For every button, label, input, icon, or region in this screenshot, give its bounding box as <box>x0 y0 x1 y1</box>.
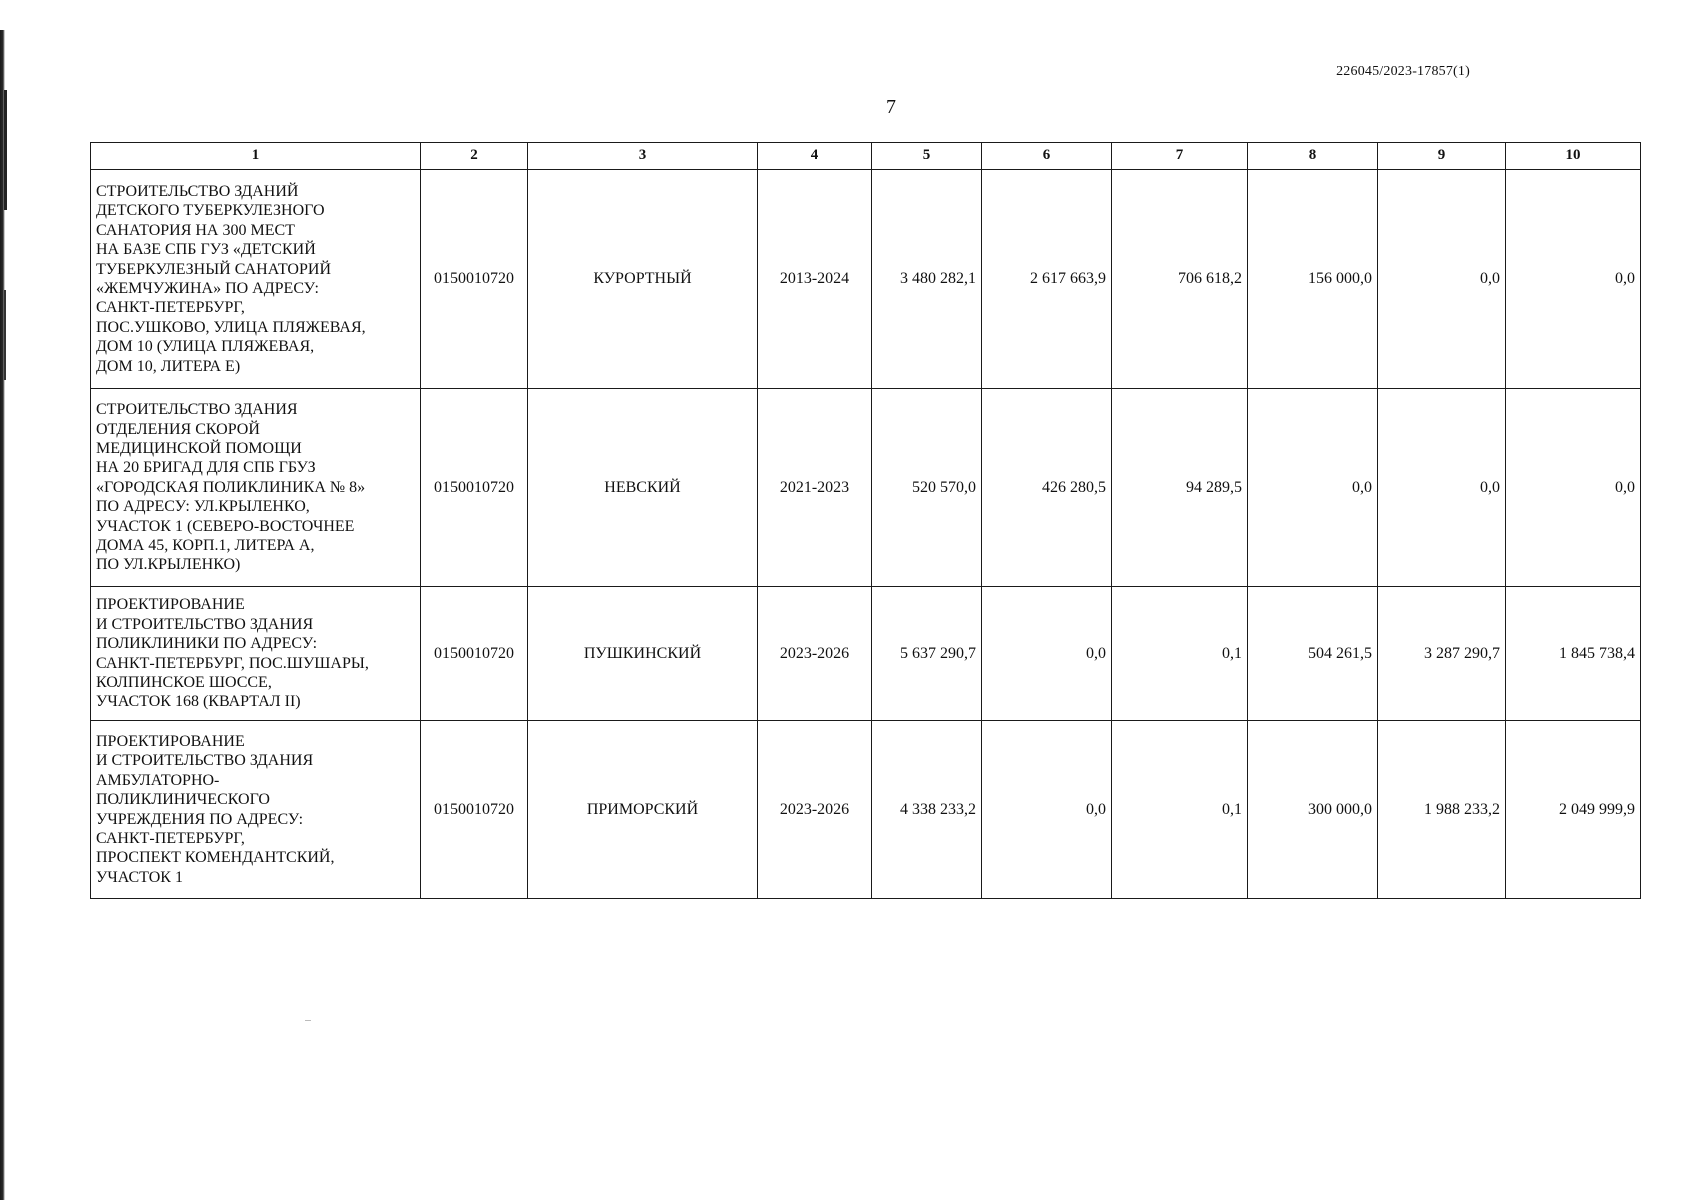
total-cost-cell: 4 338 233,2 <box>872 721 982 899</box>
column-header: 3 <box>528 143 758 170</box>
column-header: 1 <box>91 143 421 170</box>
amount-cell: 504 261,5 <box>1248 587 1378 721</box>
column-header: 10 <box>1506 143 1641 170</box>
amount-cell: 426 280,5 <box>982 389 1112 587</box>
amount-cell: 0,0 <box>1506 389 1641 587</box>
table-row <box>91 389 1641 587</box>
object-name-cell: ПРОЕКТИРОВАНИЕ И СТРОИТЕЛЬСТВО ЗДАНИЯ АМБУЛАТОРНО- ПОЛИКЛИНИЧЕСКОГО УЧРЕЖДЕНИЯ ПО АДРЕСУ: САНКТ-ПЕТЕРБУРГ, ПРОСПЕКТ КОМЕНДАНТСКИЙ, УЧАСТОК 1 <box>91 721 421 899</box>
amount-cell: 0,0 <box>1378 170 1506 389</box>
district-cell: ПРИМОРСКИЙ <box>528 721 758 899</box>
column-header: 8 <box>1248 143 1378 170</box>
amount-cell: 0,0 <box>982 721 1112 899</box>
object-name-cell: СТРОИТЕЛЬСТВО ЗДАНИЯ ОТДЕЛЕНИЯ СКОРОЙ МЕДИЦИНСКОЙ ПОМОЩИ НА 20 БРИГАД ДЛЯ СПБ ГБУЗ «ГОРОДСКАЯ ПОЛИКЛИНИКА № 8» ПО АДРЕСУ: УЛ.КРЫЛЕНКО, УЧАСТОК 1 (СЕВЕРО-ВОСТОЧНЕЕ ДОМА 45, КОРП.1, ЛИТЕРА А, ПО УЛ.КРЫЛЕНКО) <box>91 389 421 587</box>
table-row <box>91 170 1641 389</box>
budget-code-cell: 0150010720 <box>421 389 528 587</box>
column-header: 5 <box>872 143 982 170</box>
period-cell: 2023-2026 <box>758 587 872 721</box>
table-row <box>91 721 1641 899</box>
period-cell: 2023-2026 <box>758 721 872 899</box>
page-number: 7 <box>886 96 896 118</box>
total-cost-cell: 3 480 282,1 <box>872 170 982 389</box>
budget-code-cell: 0150010720 <box>421 587 528 721</box>
column-header: 6 <box>982 143 1112 170</box>
construction-budget-table <box>90 142 1641 899</box>
object-name-cell: СТРОИТЕЛЬСТВО ЗДАНИЙ ДЕТСКОГО ТУБЕРКУЛЕЗНОГО САНАТОРИЯ НА 300 МЕСТ НА БАЗЕ СПБ ГУЗ «ДЕТСКИЙ ТУБЕРКУЛЕЗНЫЙ САНАТОРИЙ «ЖЕМЧУЖИНА» ПО АДРЕСУ: САНКТ-ПЕТЕРБУРГ, ПОС.УШКОВО, УЛИЦА ПЛЯЖЕВАЯ, ДОМ 10 (УЛИЦА ПЛЯЖЕВАЯ, ДОМ 10, ЛИТЕРА Е) <box>91 170 421 389</box>
amount-cell: 0,0 <box>1506 170 1641 389</box>
total-cost-cell: 520 570,0 <box>872 389 982 587</box>
amount-cell: 156 000,0 <box>1248 170 1378 389</box>
amount-cell: 1 988 233,2 <box>1378 721 1506 899</box>
amount-cell: 3 287 290,7 <box>1378 587 1506 721</box>
district-cell: ПУШКИНСКИЙ <box>528 587 758 721</box>
document-number: 226045/2023-17857(1) <box>1336 64 1470 79</box>
amount-cell: 2 049 999,9 <box>1506 721 1641 899</box>
amount-cell: 1 845 738,4 <box>1506 587 1641 721</box>
amount-cell: 706 618,2 <box>1112 170 1248 389</box>
scan-edge-artifact <box>0 30 5 1200</box>
district-cell: КУРОРТНЫЙ <box>528 170 758 389</box>
table-header-row <box>91 143 1641 170</box>
amount-cell: 2 617 663,9 <box>982 170 1112 389</box>
amount-cell: 0,0 <box>982 587 1112 721</box>
scan-speck <box>305 1020 311 1021</box>
column-header: 2 <box>421 143 528 170</box>
amount-cell: 0,0 <box>1378 389 1506 587</box>
table-row <box>91 587 1641 721</box>
total-cost-cell: 5 637 290,7 <box>872 587 982 721</box>
budget-code-cell: 0150010720 <box>421 170 528 389</box>
column-header: 7 <box>1112 143 1248 170</box>
period-cell: 2013-2024 <box>758 170 872 389</box>
amount-cell: 0,0 <box>1248 389 1378 587</box>
amount-cell: 94 289,5 <box>1112 389 1248 587</box>
amount-cell: 0,1 <box>1112 721 1248 899</box>
budget-code-cell: 0150010720 <box>421 721 528 899</box>
column-header: 9 <box>1378 143 1506 170</box>
amount-cell: 0,1 <box>1112 587 1248 721</box>
column-header: 4 <box>758 143 872 170</box>
object-name-cell: ПРОЕКТИРОВАНИЕ И СТРОИТЕЛЬСТВО ЗДАНИЯ ПОЛИКЛИНИКИ ПО АДРЕСУ: САНКТ-ПЕТЕРБУРГ, ПОС.ШУШАРЫ, КОЛПИНСКОЕ ШОССЕ, УЧАСТОК 168 (КВАРТАЛ II) <box>91 587 421 721</box>
district-cell: НЕВСКИЙ <box>528 389 758 587</box>
amount-cell: 300 000,0 <box>1248 721 1378 899</box>
period-cell: 2021-2023 <box>758 389 872 587</box>
